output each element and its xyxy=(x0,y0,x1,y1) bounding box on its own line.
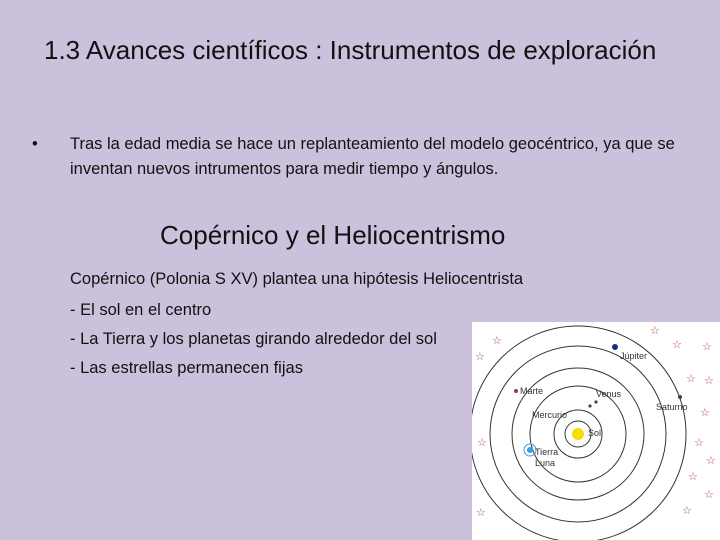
label-tierra: Tierra xyxy=(535,447,559,457)
star-icon: ☆ xyxy=(650,325,660,337)
jupiter-icon xyxy=(612,344,618,350)
star-icon: ☆ xyxy=(704,375,714,387)
star-icon: ☆ xyxy=(477,437,487,449)
star-icon: ☆ xyxy=(700,407,710,419)
star-icon: ☆ xyxy=(476,507,486,519)
heliocentric-diagram-svg xyxy=(472,322,720,540)
heliocentric-diagram xyxy=(472,322,720,540)
label-jupiter: Júpiter xyxy=(620,351,648,361)
label-luna: Luna xyxy=(535,458,556,468)
venus-icon xyxy=(594,400,597,403)
label-marte: Marte xyxy=(520,386,544,396)
bullet-text: Tras la edad media se hace un replanteamiento del modelo geocéntrico, ya que se inventan nuevos intrumentos para medir tiempo y ángulos. xyxy=(70,135,675,178)
star-icon: ☆ xyxy=(475,351,485,363)
star-icon: ☆ xyxy=(702,341,712,353)
point-sun-center: - El sol en el centro xyxy=(70,301,212,319)
point-fixed-stars: - Las estrellas permanecen fijas xyxy=(70,359,303,377)
star-icon: ☆ xyxy=(694,437,704,449)
label-sol: Sol xyxy=(588,428,602,438)
slide-title: 1.3 Avances científicos : Instrumentos de exploración xyxy=(44,35,657,65)
star-icon: ☆ xyxy=(492,335,502,347)
fixed-stars xyxy=(475,325,716,519)
mercury-icon xyxy=(588,404,591,407)
label-saturno: Saturno xyxy=(656,402,688,412)
bullet-dot: • xyxy=(32,135,38,153)
earth-icon xyxy=(527,447,533,453)
point-planets-orbit: - La Tierra y los planetas girando alrededor del sol xyxy=(70,330,437,348)
star-icon: ☆ xyxy=(706,455,716,467)
star-icon: ☆ xyxy=(682,505,692,517)
star-icon: ☆ xyxy=(686,373,696,385)
star-icon: ☆ xyxy=(704,489,714,501)
saturn-icon xyxy=(678,395,682,399)
label-mercurio: Mercurio xyxy=(532,410,568,420)
bullet-item xyxy=(32,132,692,182)
sun-icon xyxy=(572,428,584,440)
mars-icon xyxy=(514,389,518,393)
star-icon: ☆ xyxy=(672,339,682,351)
label-venus: Venus xyxy=(596,389,622,399)
star-icon: ☆ xyxy=(688,471,698,483)
section-subtitle: Copérnico y el Heliocentrismo xyxy=(160,220,506,250)
intro-line: Copérnico (Polonia S XV) plantea una hipótesis Heliocentrista xyxy=(70,270,524,288)
